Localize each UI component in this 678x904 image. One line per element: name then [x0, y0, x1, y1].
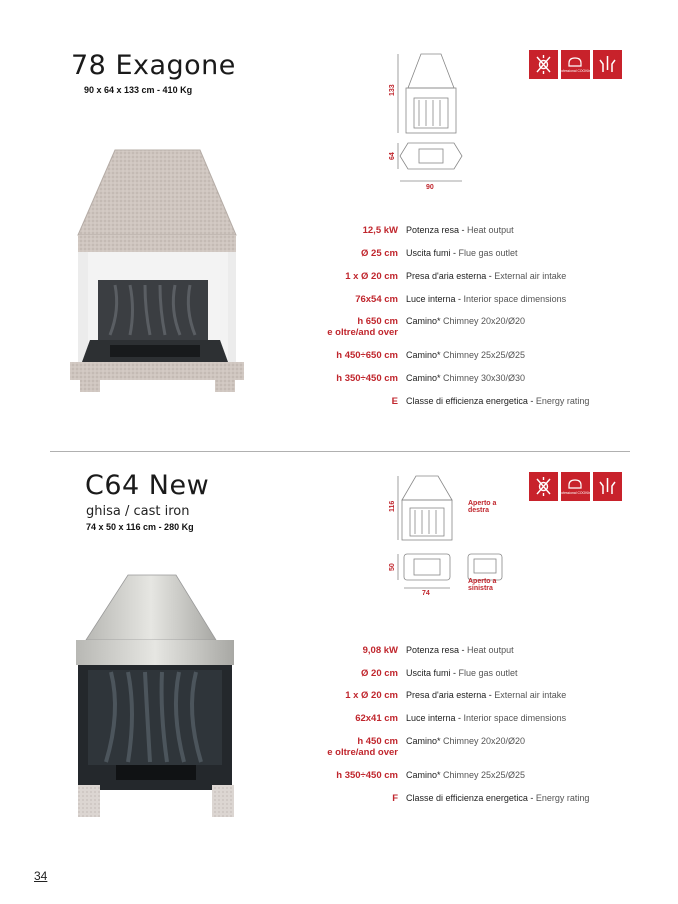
spec-row: 76x54 cm Luce interna - Interior space dimensions [250, 294, 640, 310]
spec-it: Luce interna [406, 294, 456, 304]
spec-value: Ø 20 cm [361, 668, 398, 679]
spec-en: External air intake [494, 690, 567, 700]
page-number: 34 [34, 869, 48, 883]
spec-row [250, 316, 640, 340]
spec-value: 9,08 kW [362, 645, 398, 656]
spec-value: 62x41 cm [355, 713, 398, 724]
spec-en: Flue gas outlet [458, 668, 518, 678]
spec-row [250, 373, 640, 389]
spec-en: Interior space dimensions [463, 713, 567, 723]
spec-en: Chimney 25x25/Ø25 [443, 350, 526, 360]
fireplace-photo [66, 570, 246, 820]
spec-en: Energy rating [535, 396, 590, 406]
spec-it: Presa d'aria esterna [406, 690, 487, 700]
spec-en: Chimney 25x25/Ø25 [443, 770, 526, 780]
heat-spiral-icon [529, 50, 558, 79]
product-material: ghisa / cast iron [86, 504, 190, 519]
spec-en: Chimney 30x30/Ø30 [443, 373, 526, 383]
product-title: 78 Exagone [71, 50, 236, 81]
spec-it: Camino* [406, 736, 444, 746]
spec-value: h 650 cm e oltre/and over [327, 316, 398, 338]
product-dimensions: 90 x 64 x 133 cm - 410 Kg [84, 85, 193, 95]
width-label: 74 [422, 590, 430, 597]
spec-row: Ø 20 cm Uscita fumi - Flue gas outlet [250, 668, 640, 684]
spec-value: h 350÷450 cm [336, 373, 398, 384]
spec-row: E Classe di efficienza energetica - Energy rating [250, 396, 640, 412]
spec-it: Classe di efficienza energetica [406, 396, 528, 406]
height-label: 116 [389, 500, 396, 512]
spec-en: Interior space dimensions [463, 294, 567, 304]
spec-value: 1 x Ø 20 cm [345, 690, 398, 701]
section-divider [50, 451, 630, 452]
feature-badges [529, 472, 622, 501]
spec-value: F [392, 793, 398, 804]
cookline-label: professional COOKline [558, 491, 593, 495]
product-title: C64 New [85, 470, 210, 501]
spec-it: Classe di efficienza energetica [406, 793, 528, 803]
spec-row [250, 770, 640, 786]
depth-label: 50 [389, 563, 396, 571]
spec-value: h 450÷650 cm [336, 350, 398, 361]
spec-row: 1 x Ø 20 cm Presa d'aria esterna - External air intake [250, 271, 640, 287]
spec-value: 1 x Ø 20 cm [345, 271, 398, 282]
product-dimensions: 74 x 50 x 116 cm - 280 Kg [86, 522, 194, 532]
feature-badges [529, 50, 622, 79]
spec-en: Heat output [467, 225, 514, 235]
spec-row: 12,5 kW Potenza resa - Heat output [250, 225, 640, 241]
spec-it: Potenza resa [406, 645, 460, 655]
spec-en: Chimney 20x20/Ø20 [443, 736, 526, 746]
spec-en: Heat output [467, 645, 514, 655]
spec-value: E [391, 396, 398, 407]
spec-row: Ø 25 cm Uscita fumi - Flue gas outlet [250, 248, 640, 264]
spec-it: Camino* [406, 373, 444, 383]
spec-value: h 450 cm e oltre/and over [327, 736, 398, 758]
technical-drawing [386, 48, 476, 193]
spec-value: 12,5 kW [362, 225, 398, 236]
spec-row [250, 350, 640, 366]
spec-it: Potenza resa [406, 225, 460, 235]
spec-it: Camino* [406, 316, 444, 326]
depth-label: 64 [389, 152, 396, 160]
spec-it: Presa d'aria esterna [406, 271, 487, 281]
flame-hands-icon [593, 50, 622, 79]
spec-row: F Classe di efficienza energetica - Energy rating [250, 793, 640, 809]
heat-spiral-icon [529, 472, 558, 501]
spec-it: Uscita fumi [406, 248, 451, 258]
spec-row: 1 x Ø 20 cm Presa d'aria esterna - External air intake [250, 690, 640, 706]
open-left-label: Aperto a sinistra [468, 578, 497, 592]
spec-row: 62x41 cm Luce interna - Interior space dimensions [250, 713, 640, 729]
professional-cookline-icon [558, 50, 593, 79]
spec-it: Camino* [406, 770, 444, 780]
spec-en: Flue gas outlet [458, 248, 518, 258]
width-label: 90 [426, 184, 434, 191]
professional-cookline-icon [558, 472, 593, 501]
spec-row: 9,08 kW Potenza resa - Heat output [250, 645, 640, 661]
flame-hands-icon [593, 472, 622, 501]
spec-it: Uscita fumi [406, 668, 451, 678]
spec-value: h 350÷450 cm [336, 770, 398, 781]
spec-en: Energy rating [535, 793, 590, 803]
open-right-label: Aperto a destra [468, 500, 497, 514]
height-label: 133 [389, 84, 396, 96]
fireplace-photo [60, 140, 260, 420]
spec-row [250, 736, 640, 760]
spec-value: Ø 25 cm [361, 248, 398, 259]
spec-it: Luce interna [406, 713, 456, 723]
spec-en: External air intake [494, 271, 567, 281]
cookline-label: professional COOKline [558, 69, 593, 73]
spec-it: Camino* [406, 350, 444, 360]
spec-value: 76x54 cm [355, 294, 398, 305]
spec-en: Chimney 20x20/Ø20 [443, 316, 526, 326]
